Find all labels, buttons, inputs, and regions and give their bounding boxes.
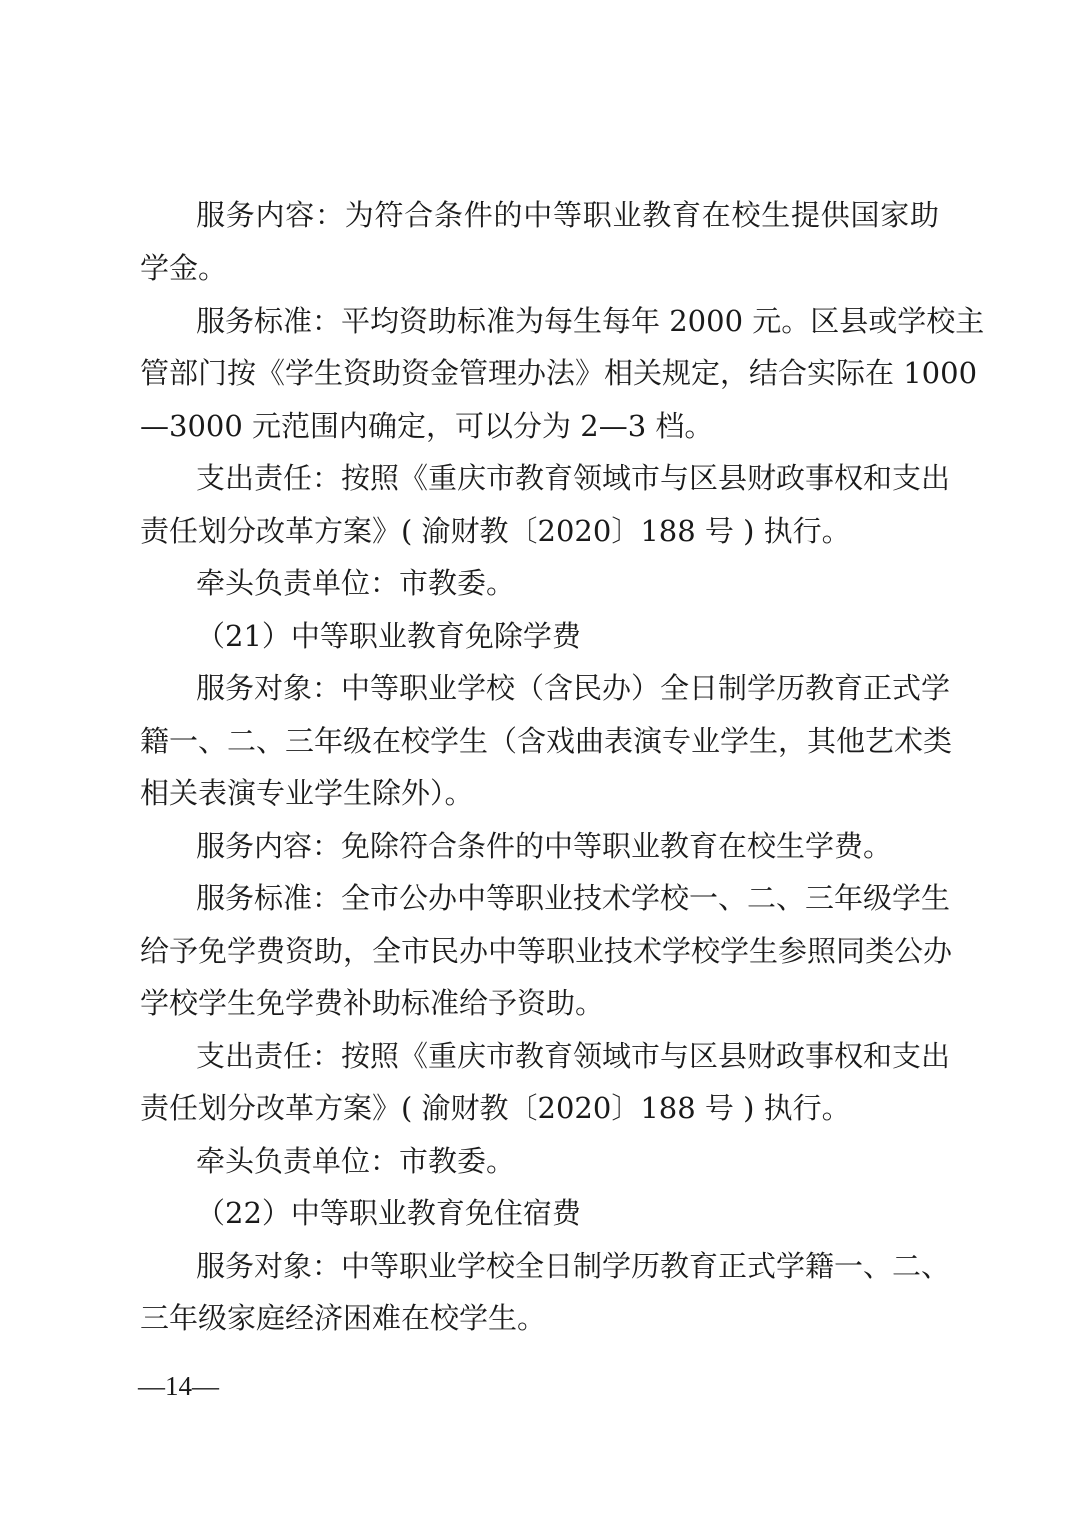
paragraph-line: 牵头负责单位：市教委。 <box>196 1144 516 1178</box>
paragraph-line: 支出责任：按照《重庆市教育领域市与区县财政事权和支出 <box>196 1039 951 1073</box>
paragraph-line: 服务对象：中等职业学校全日制学历教育正式学籍一、二、 <box>196 1249 951 1283</box>
paragraph-line: 给予免学费资助，全市民办中等职业技术学校学生参照同类公办 <box>140 934 953 968</box>
page-number: —14— <box>138 1371 219 1401</box>
paragraph-line: 责任划分改革方案》( 渝财教〔2020〕188 号 ) 执行。 <box>140 514 851 548</box>
paragraph-line: 服务标准：平均资助标准为每生每年 2000 元。区县或学校主 <box>196 304 985 338</box>
paragraph-line: 相关表演专业学生除外）。 <box>140 776 474 810</box>
paragraph-line: 服务标准：全市公办中等职业技术学校一、二、三年级学生 <box>196 881 951 915</box>
paragraph-line: 三年级家庭经济困难在校学生。 <box>140 1301 547 1335</box>
paragraph-line: 学金。 <box>140 251 228 285</box>
paragraph-line: 牵头负责单位：市教委。 <box>196 566 516 600</box>
paragraph-line: 学校学生免学费补助标准给予资助。 <box>140 986 605 1020</box>
section-heading: （22）中等职业教育免住宿费 <box>196 1196 581 1230</box>
paragraph-line: 支出责任：按照《重庆市教育领域市与区县财政事权和支出 <box>196 461 951 495</box>
paragraph-line: 责任划分改革方案》( 渝财教〔2020〕188 号 ) 执行。 <box>140 1091 851 1125</box>
paragraph-line: 服务内容：为符合条件的中等职业教育在校生提供国家助 <box>196 198 939 232</box>
paragraph-line: 服务内容：免除符合条件的中等职业教育在校生学费。 <box>196 829 893 863</box>
paragraph-line: 服务对象：中等职业学校（含民办）全日制学历教育正式学 <box>196 671 951 705</box>
paragraph-line: 籍一、二、三年级在校学生（含戏曲表演专业学生，其他艺术类 <box>140 724 953 758</box>
paragraph-line: 管部门按《学生资助资金管理办法》相关规定，结合实际在 1000 <box>140 356 978 390</box>
section-heading: （21）中等职业教育免除学费 <box>196 619 581 653</box>
paragraph-line: —3000 元范围内确定，可以分为 2—3 档。 <box>140 409 714 443</box>
